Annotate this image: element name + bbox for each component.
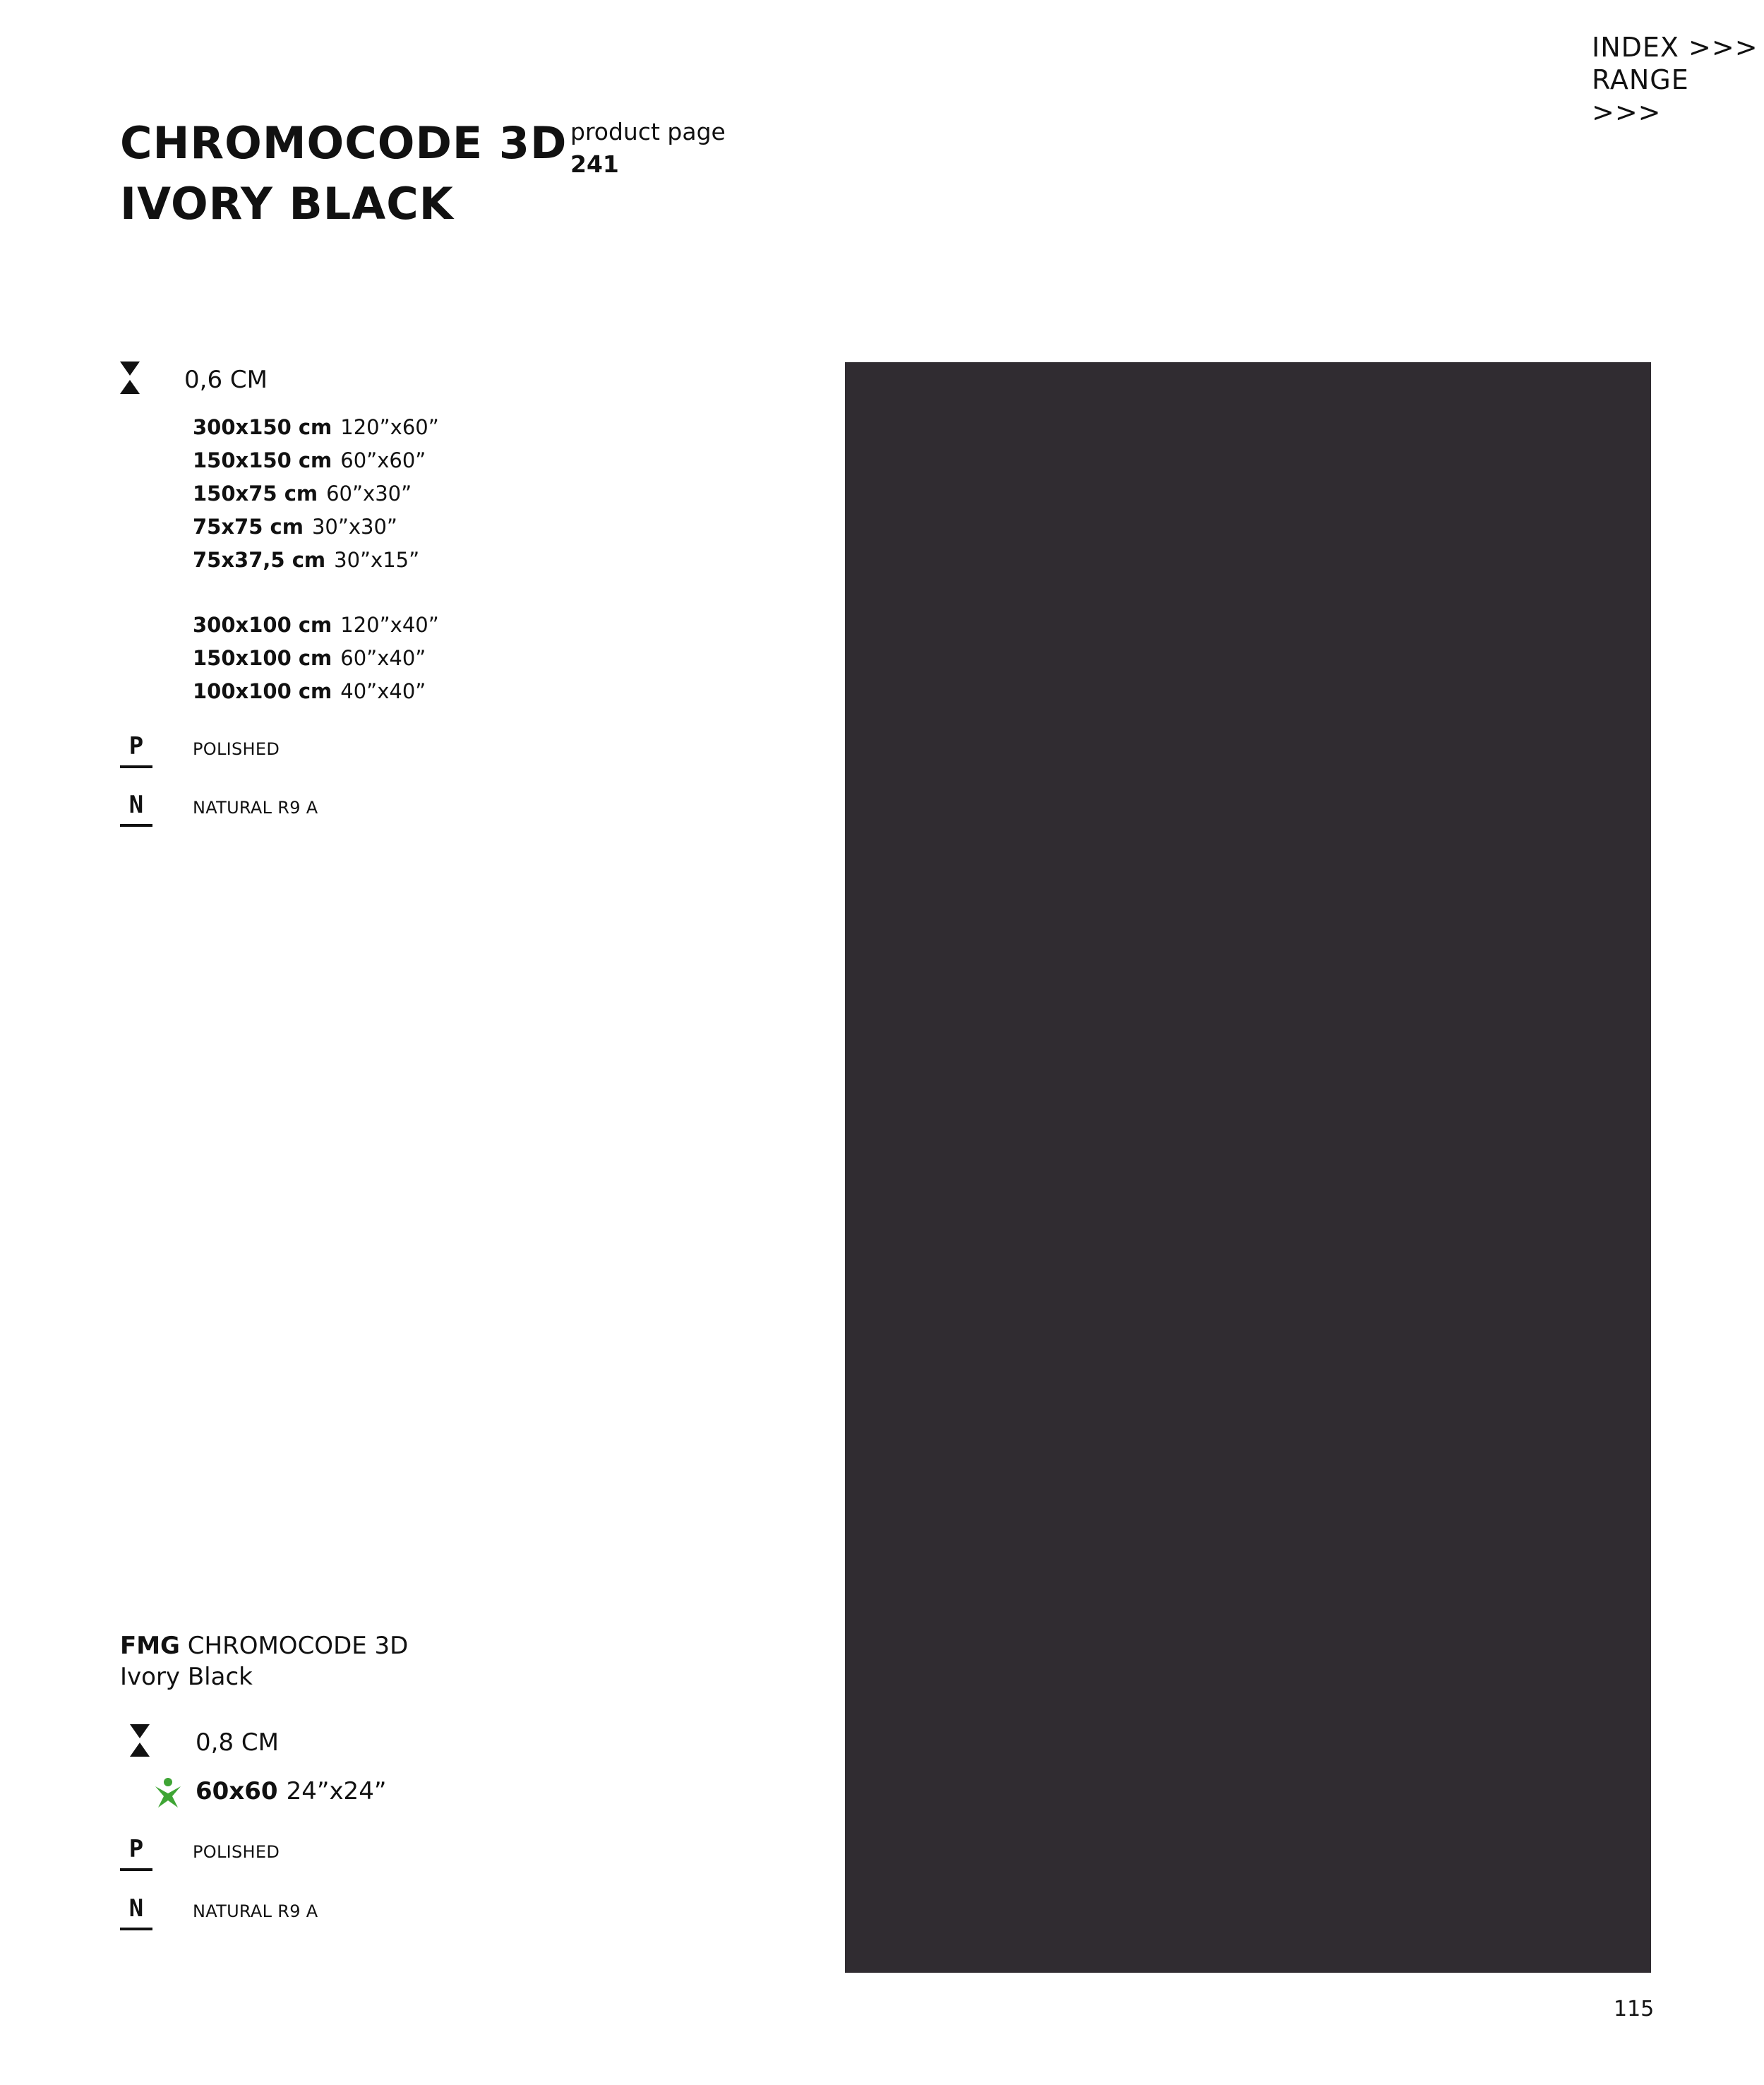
finish-underline [120, 824, 152, 827]
size-inches: 24”x24” [286, 1777, 387, 1805]
size-cm: 100x100 cm [193, 679, 332, 703]
size-inches: 30”x30” [311, 515, 397, 539]
finish-label: NATURAL R9 A [193, 798, 318, 818]
product-page-ref [570, 116, 726, 181]
fmg-thickness: 0,8 CM [196, 1728, 279, 1757]
size-inches: 30”x15” [334, 548, 420, 572]
product-page-number[interactable]: 241 [570, 150, 619, 178]
polished-finish-icon [120, 1836, 152, 1871]
index-link[interactable]: INDEX >>> [1592, 32, 1758, 63]
size-row [193, 510, 439, 544]
size-cm: 300x100 cm [193, 613, 332, 637]
finish-letter: N [128, 791, 144, 819]
person-icon [152, 1776, 184, 1808]
finish-letter: P [128, 1835, 144, 1863]
sizes-group-2 [193, 609, 439, 708]
sizes-group-1 [193, 411, 439, 577]
size-row [193, 444, 439, 477]
size-cm: 60x60 [196, 1777, 278, 1805]
finish-label: POLISHED [193, 1842, 280, 1862]
finish-letter: P [128, 732, 144, 760]
slab-thickness: 0,6 CM [184, 366, 268, 394]
size-cm: 300x150 cm [193, 415, 332, 439]
color-swatch [845, 362, 1651, 1973]
hourglass-icon [130, 1724, 150, 1757]
finish-underline [120, 765, 152, 768]
title-line-2: IVORY BLACK [120, 178, 454, 229]
fmg-brand: FMG [120, 1632, 180, 1660]
fmg-size [196, 1775, 386, 1808]
size-cm: 75x75 cm [193, 515, 304, 539]
polished-finish-icon [120, 733, 152, 768]
fmg-product-name [120, 1630, 408, 1692]
size-inches: 60”x30” [326, 482, 412, 506]
finish-underline [120, 1928, 152, 1930]
size-inches: 120”x40” [340, 613, 439, 637]
size-inches: 120”x60” [340, 415, 439, 439]
range-link[interactable]: RANGE >>> [1592, 64, 1689, 128]
finish-letter: N [128, 1894, 144, 1923]
natural-finish-icon [120, 791, 152, 827]
size-row [193, 675, 439, 708]
size-inches: 60”x40” [340, 646, 426, 670]
hourglass-icon [120, 362, 140, 394]
size-row [193, 642, 439, 675]
fmg-series: CHROMOCODE 3D [187, 1632, 409, 1660]
size-row [193, 544, 439, 577]
size-row [193, 477, 439, 510]
size-inches: 40”x40” [340, 679, 426, 703]
size-cm: 150x100 cm [193, 646, 332, 670]
top-nav [1592, 31, 1764, 129]
page-title [120, 113, 567, 234]
fmg-color: Ivory Black [120, 1663, 253, 1691]
size-cm: 75x37,5 cm [193, 548, 326, 572]
natural-finish-icon [120, 1895, 152, 1930]
title-line-1: CHROMOCODE 3D [120, 117, 568, 169]
size-row [193, 411, 439, 444]
size-cm: 150x75 cm [193, 482, 318, 506]
product-page-label: product page [570, 118, 726, 145]
size-cm: 150x150 cm [193, 448, 332, 472]
finish-label: NATURAL R9 A [193, 1901, 318, 1921]
page-number: 115 [1614, 1997, 1655, 2021]
finish-underline [120, 1868, 152, 1871]
size-row [193, 609, 439, 642]
size-inches: 60”x60” [340, 448, 426, 472]
finish-label: POLISHED [193, 739, 280, 759]
fmg-title-line [120, 1630, 408, 1661]
